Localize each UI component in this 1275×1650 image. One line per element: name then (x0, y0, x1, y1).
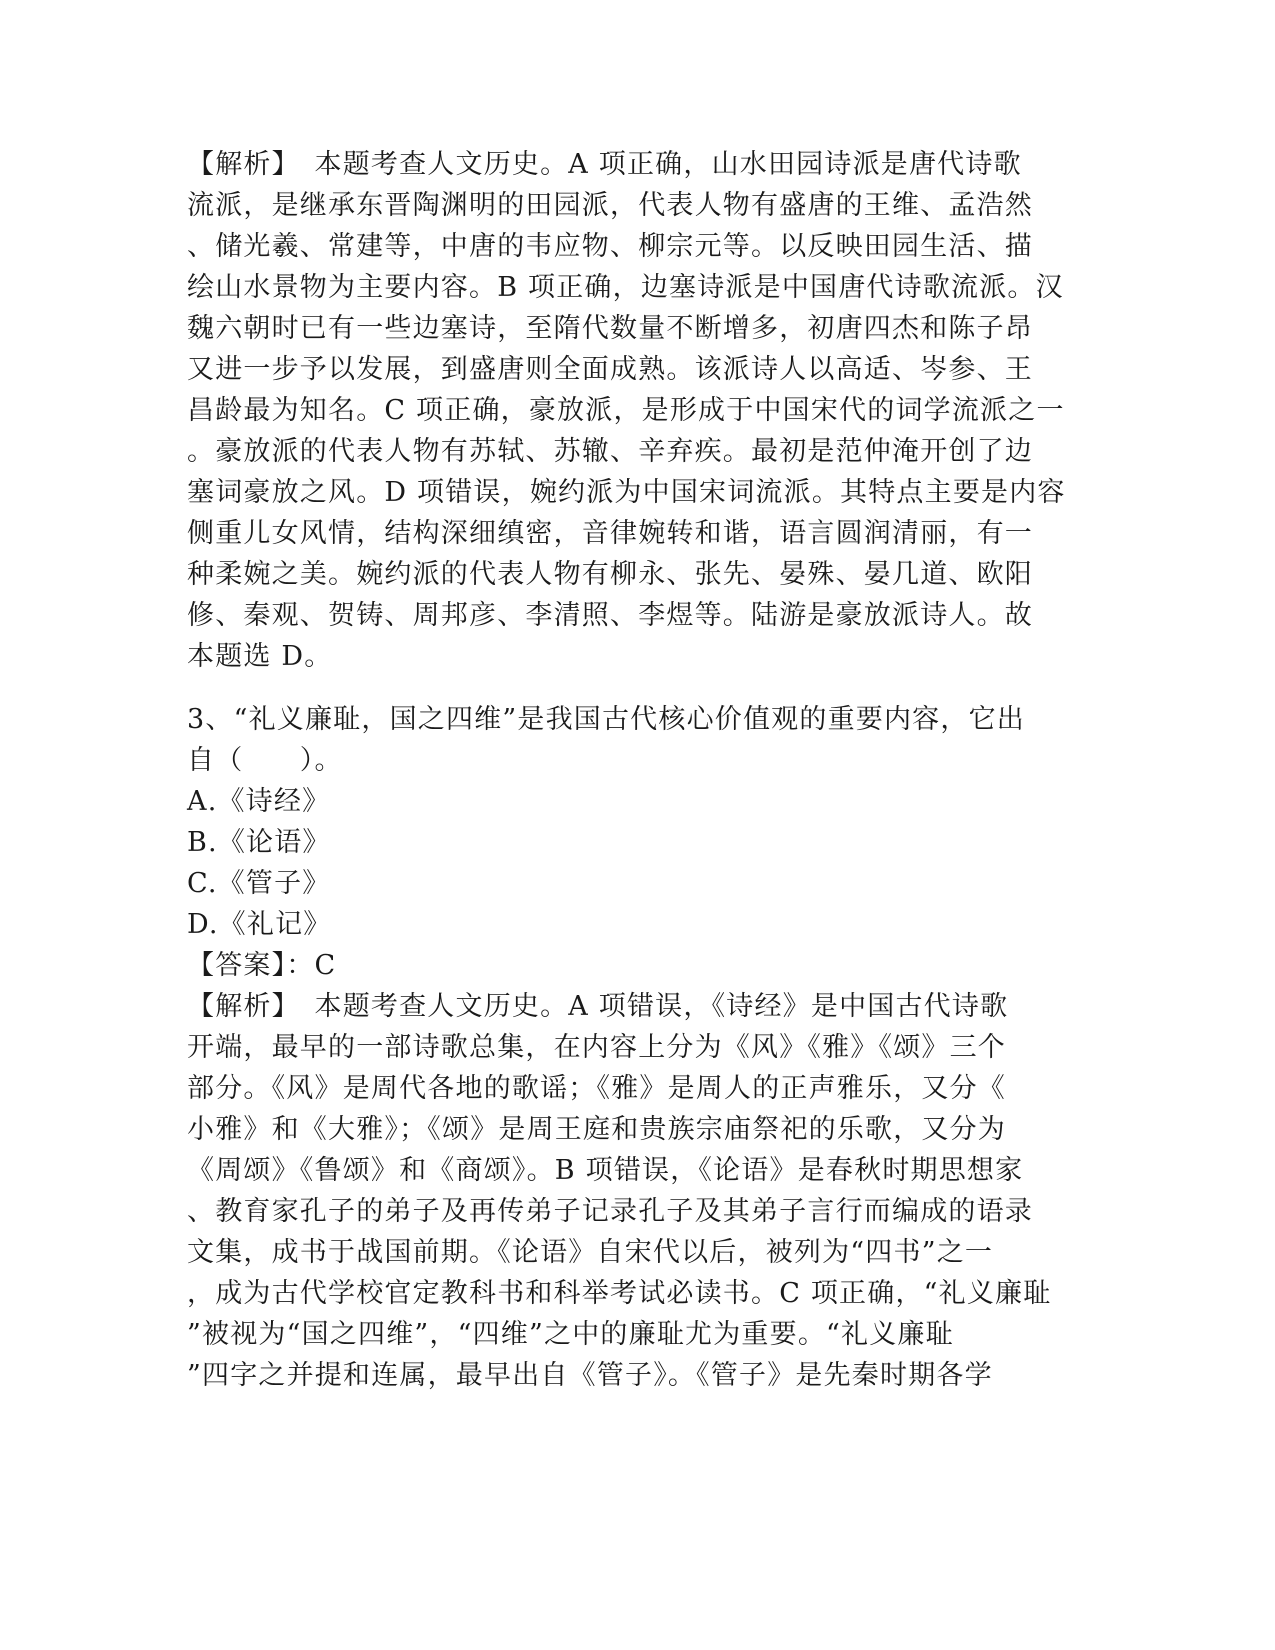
analysis-line: 又进一步予以发展，到盛唐则全面成熟。该派诗人以高适、岑参、王 (187, 354, 1033, 385)
analysis-line: 绘山水景物为主要内容。B 项正确，边塞诗派是中国唐代诗歌流派。汉 (187, 272, 1064, 303)
option-c: C.《管子》 (187, 868, 331, 899)
analysis-line: ，成为古代学校官定教科书和科举考试必读书。C 项正确，“礼义廉耻 (187, 1278, 1052, 1309)
analysis-line: ”四字之并提和连属，最早出自《管子》。《管子》是先秦时期各学 (187, 1360, 993, 1391)
analysis-line: 塞词豪放之风。D 项错误，婉约派为中国宋词流派。其特点主要是内容 (187, 477, 1066, 508)
analysis-line: 昌龄最为知名。C 项正确，豪放派，是形成于中国宋代的词学流派之一 (187, 395, 1065, 426)
option-d: D.《礼记》 (187, 909, 332, 940)
analysis-line: ”被视为“国之四维”，“四维”之中的廉耻尤为重要。“礼义廉耻 (187, 1319, 954, 1350)
analysis-line: 开端，最早的一部诗歌总集，在内容上分为《风》《雅》《颂》三个 (187, 1032, 1006, 1063)
analysis-line: 流派，是继承东晋陶渊明的田园派，代表人物有盛唐的王维、孟浩然 (187, 190, 1033, 221)
analysis-line: 本题选 D。 (187, 641, 333, 672)
answer-line: 【答案】：C (187, 950, 337, 981)
analysis-line: 侧重儿女风情，结构深细缜密，音律婉转和谐，语言圆润清丽，有一 (187, 518, 1033, 549)
question-stem: 自（ ）。 (187, 745, 343, 776)
analysis-line: 《周颂》《鲁颂》和《商颂》。B 项错误，《论语》是春秋时期思想家 (187, 1155, 1024, 1186)
question-stem: 3、“礼义廉耻，国之四维”是我国古代核心价值观的重要内容，它出 (187, 704, 1025, 735)
option-b: B.《论语》 (187, 827, 331, 858)
analysis-line: 【解析】 本题考查人文历史。A 项错误，《诗经》是中国古代诗歌 (187, 991, 1009, 1022)
analysis-line: 、储光羲、常建等，中唐的韦应物、柳宗元等。以反映田园生活、描 (187, 231, 1033, 262)
analysis-line: 小雅》和《大雅》；《颂》是周王庭和贵族宗庙祭祀的乐歌，又分为 (187, 1114, 1006, 1145)
analysis-line: 种柔婉之美。婉约派的代表人物有柳永、张先、晏殊、晏几道、欧阳 (187, 559, 1033, 590)
analysis-line: 。豪放派的代表人物有苏轼、苏辙、辛弃疾。最初是范仲淹开创了边 (187, 436, 1033, 467)
analysis-line: 文集，成书于战国前期。《论语》自宋代以后，被列为“四书”之一 (187, 1237, 994, 1268)
analysis-line: 修、秦观、贺铸、周邦彦、李清照、李煜等。陆游是豪放派诗人。故 (187, 600, 1033, 631)
analysis-line: 部分。《风》是周代各地的歌谣；《雅》是周人的正声雅乐，又分《 (187, 1073, 1006, 1104)
analysis-line: 、教育家孔子的弟子及再传弟子记录孔子及其弟子言行而编成的语录 (187, 1196, 1033, 1227)
analysis-line: 魏六朝时已有一些边塞诗，至隋代数量不断增多，初唐四杰和陈子昂 (187, 313, 1033, 344)
option-a: A.《诗经》 (187, 786, 331, 817)
analysis-line: 【解析】 本题考查人文历史。A 项正确，山水田园诗派是唐代诗歌 (187, 149, 1022, 180)
